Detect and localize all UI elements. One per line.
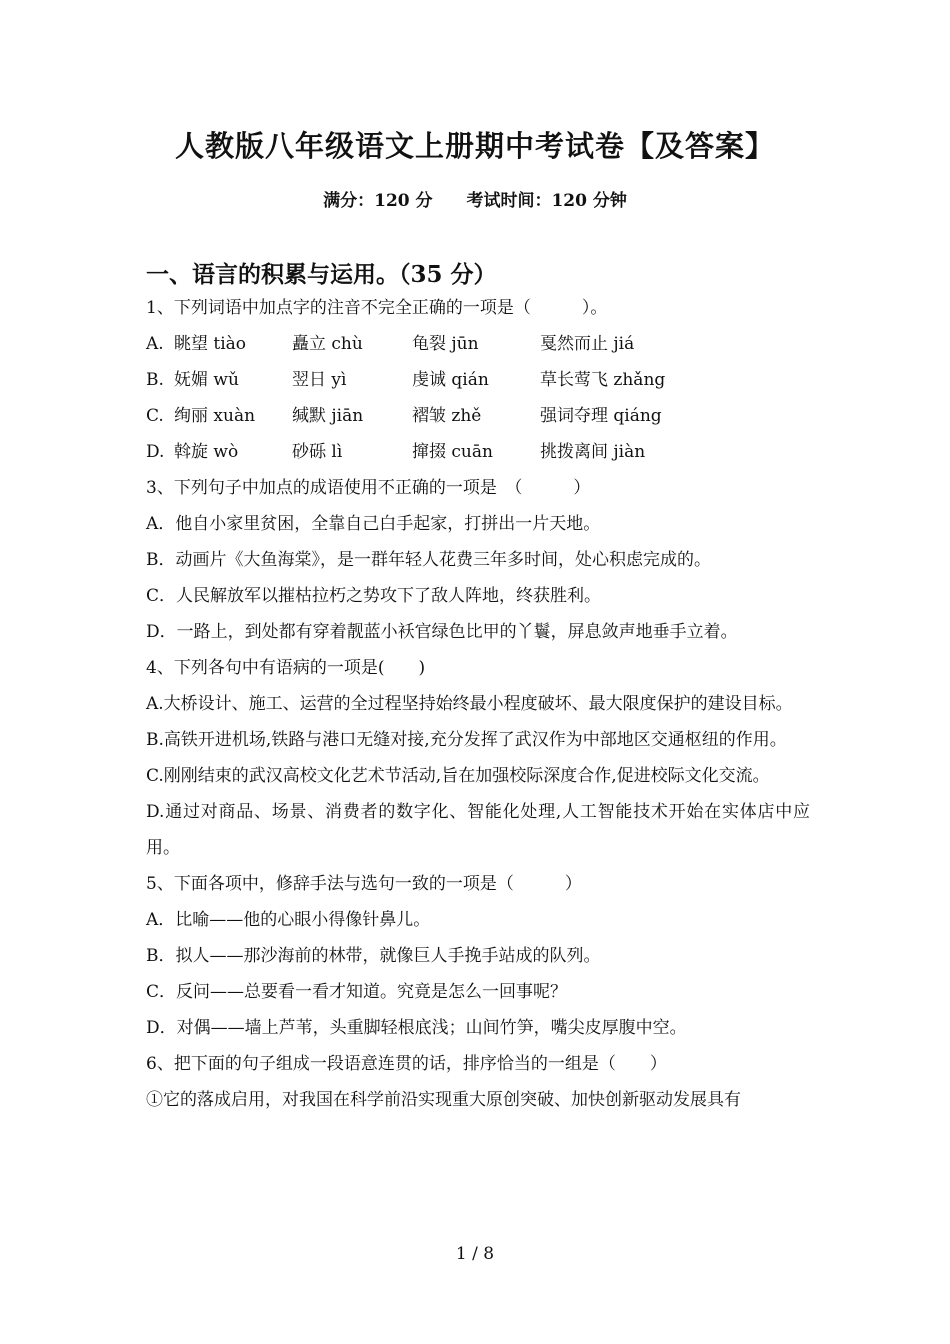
q1-option-item: 矗立 chù xyxy=(292,334,363,354)
q5-options xyxy=(146,902,810,1046)
q1-option-item: 撺掇 cuān xyxy=(412,442,493,462)
q3-option: D．一路上，到处都有穿着靓蓝小袄官绿色比甲的丫鬟，屏息敛声地垂手立着。 xyxy=(146,622,738,642)
option-label: D. xyxy=(146,442,165,462)
q6-sentence-1: ①它的落成启用，对我国在科学前沿实现重大原创突破、加快创新驱动发展具有 xyxy=(146,1090,741,1110)
q4-option: D.通过对商品、场景、消费者的数字化、智能化处理,人工智能技术开始在实体店中应用。 xyxy=(146,802,810,858)
q1-option-item: 眺望 tiào xyxy=(174,334,247,354)
q1-option-item: 龟裂 jūn xyxy=(412,334,479,354)
full-score: 满分：120 分 xyxy=(323,191,433,211)
q1-option-row xyxy=(146,362,810,398)
q1-option-item: 强词夺理 qiáng xyxy=(540,406,662,426)
question-content xyxy=(146,290,810,1118)
q1-option-item: 草长莺飞 zhǎng xyxy=(540,370,666,390)
q3-stem: 3、下列句子中加点的成语使用不正确的一项是 （ ） xyxy=(146,478,591,498)
option-label: B. xyxy=(146,370,164,390)
option-label: C. xyxy=(146,406,164,426)
q1-option-item: 缄默 jiān xyxy=(292,406,364,426)
exam-info xyxy=(0,186,950,211)
q1-option-item: 翌日 yì xyxy=(292,370,347,390)
q1-option-row xyxy=(146,398,810,434)
q5-stem: 5、下面各项中，修辞手法与选句一致的一项是（ ） xyxy=(146,874,582,894)
q1-option-item: 戛然而止 jiá xyxy=(540,334,635,354)
q6-stem: 6、把下面的句子组成一段语意连贯的话，排序恰当的一组是（ ） xyxy=(146,1054,667,1074)
q1-option-item: 妩媚 wǔ xyxy=(174,370,239,390)
page-number: 1 / 8 xyxy=(455,1244,495,1264)
q3-option: B．动画片《大鱼海棠》，是一群年轻人花费三年多时间，处心积虑完成的。 xyxy=(146,550,711,570)
page-title: 人教版八年级语文上册期中考试卷【及答案】 xyxy=(174,129,775,163)
q3-options xyxy=(146,506,810,650)
q4-option: A.大桥设计、施工、运营的全过程坚持始终最小程度破坏、最大限度保护的建设目标。 xyxy=(146,694,793,714)
q1-option-item: 虔诚 qián xyxy=(412,370,489,390)
q1-options xyxy=(146,326,810,470)
q4-option: C.刚刚结束的武汉高校文化艺术节活动,旨在加强校际深度合作,促进校际文化交流。 xyxy=(146,766,770,786)
q1-option-row xyxy=(146,326,810,362)
q4-options xyxy=(146,686,810,866)
q3-option: C．人民解放军以摧枯拉朽之势攻下了敌人阵地，终获胜利。 xyxy=(146,586,602,606)
q4-option: B.高铁开进机场,铁路与港口无缝对接,充分发挥了武汉作为中部地区交通枢纽的作用。 xyxy=(146,730,787,750)
q1-stem: 1、下列词语中加点字的注音不完全正确的一项是（ ）。 xyxy=(146,298,608,318)
section-heading: 一、语言的积累与运用。（35 分） xyxy=(146,261,497,288)
exam-time: 考试时间：120 分钟 xyxy=(466,191,627,211)
q1-option-item: 褶皱 zhě xyxy=(412,406,482,426)
q1-option-item: 斡旋 wò xyxy=(174,442,239,462)
q3-option: A．他自小家里贫困，全靠自己白手起家，打拼出一片天地。 xyxy=(146,514,601,534)
q4-stem: 4、下列各句中有语病的一项是( ) xyxy=(146,658,426,678)
q1-option-item: 挑拨离间 jiàn xyxy=(540,442,646,462)
q1-option-item: 绚丽 xuàn xyxy=(174,406,256,426)
q5-option: D．对偶——墙上芦苇，头重脚轻根底浅；山间竹笋，嘴尖皮厚腹中空。 xyxy=(146,1018,687,1038)
q1-option-item: 砂砾 lì xyxy=(292,442,343,462)
option-label: A. xyxy=(146,334,164,354)
q5-option: C．反问——总要看一看才知道。究竟是怎么一回事呢？ xyxy=(146,982,568,1002)
q5-option: A．比喻——他的心眼小得像针鼻儿。 xyxy=(146,910,431,930)
q1-option-row xyxy=(146,434,810,470)
q5-option: B．拟人——那沙海前的林带，就像巨人手挽手站成的队列。 xyxy=(146,946,601,966)
